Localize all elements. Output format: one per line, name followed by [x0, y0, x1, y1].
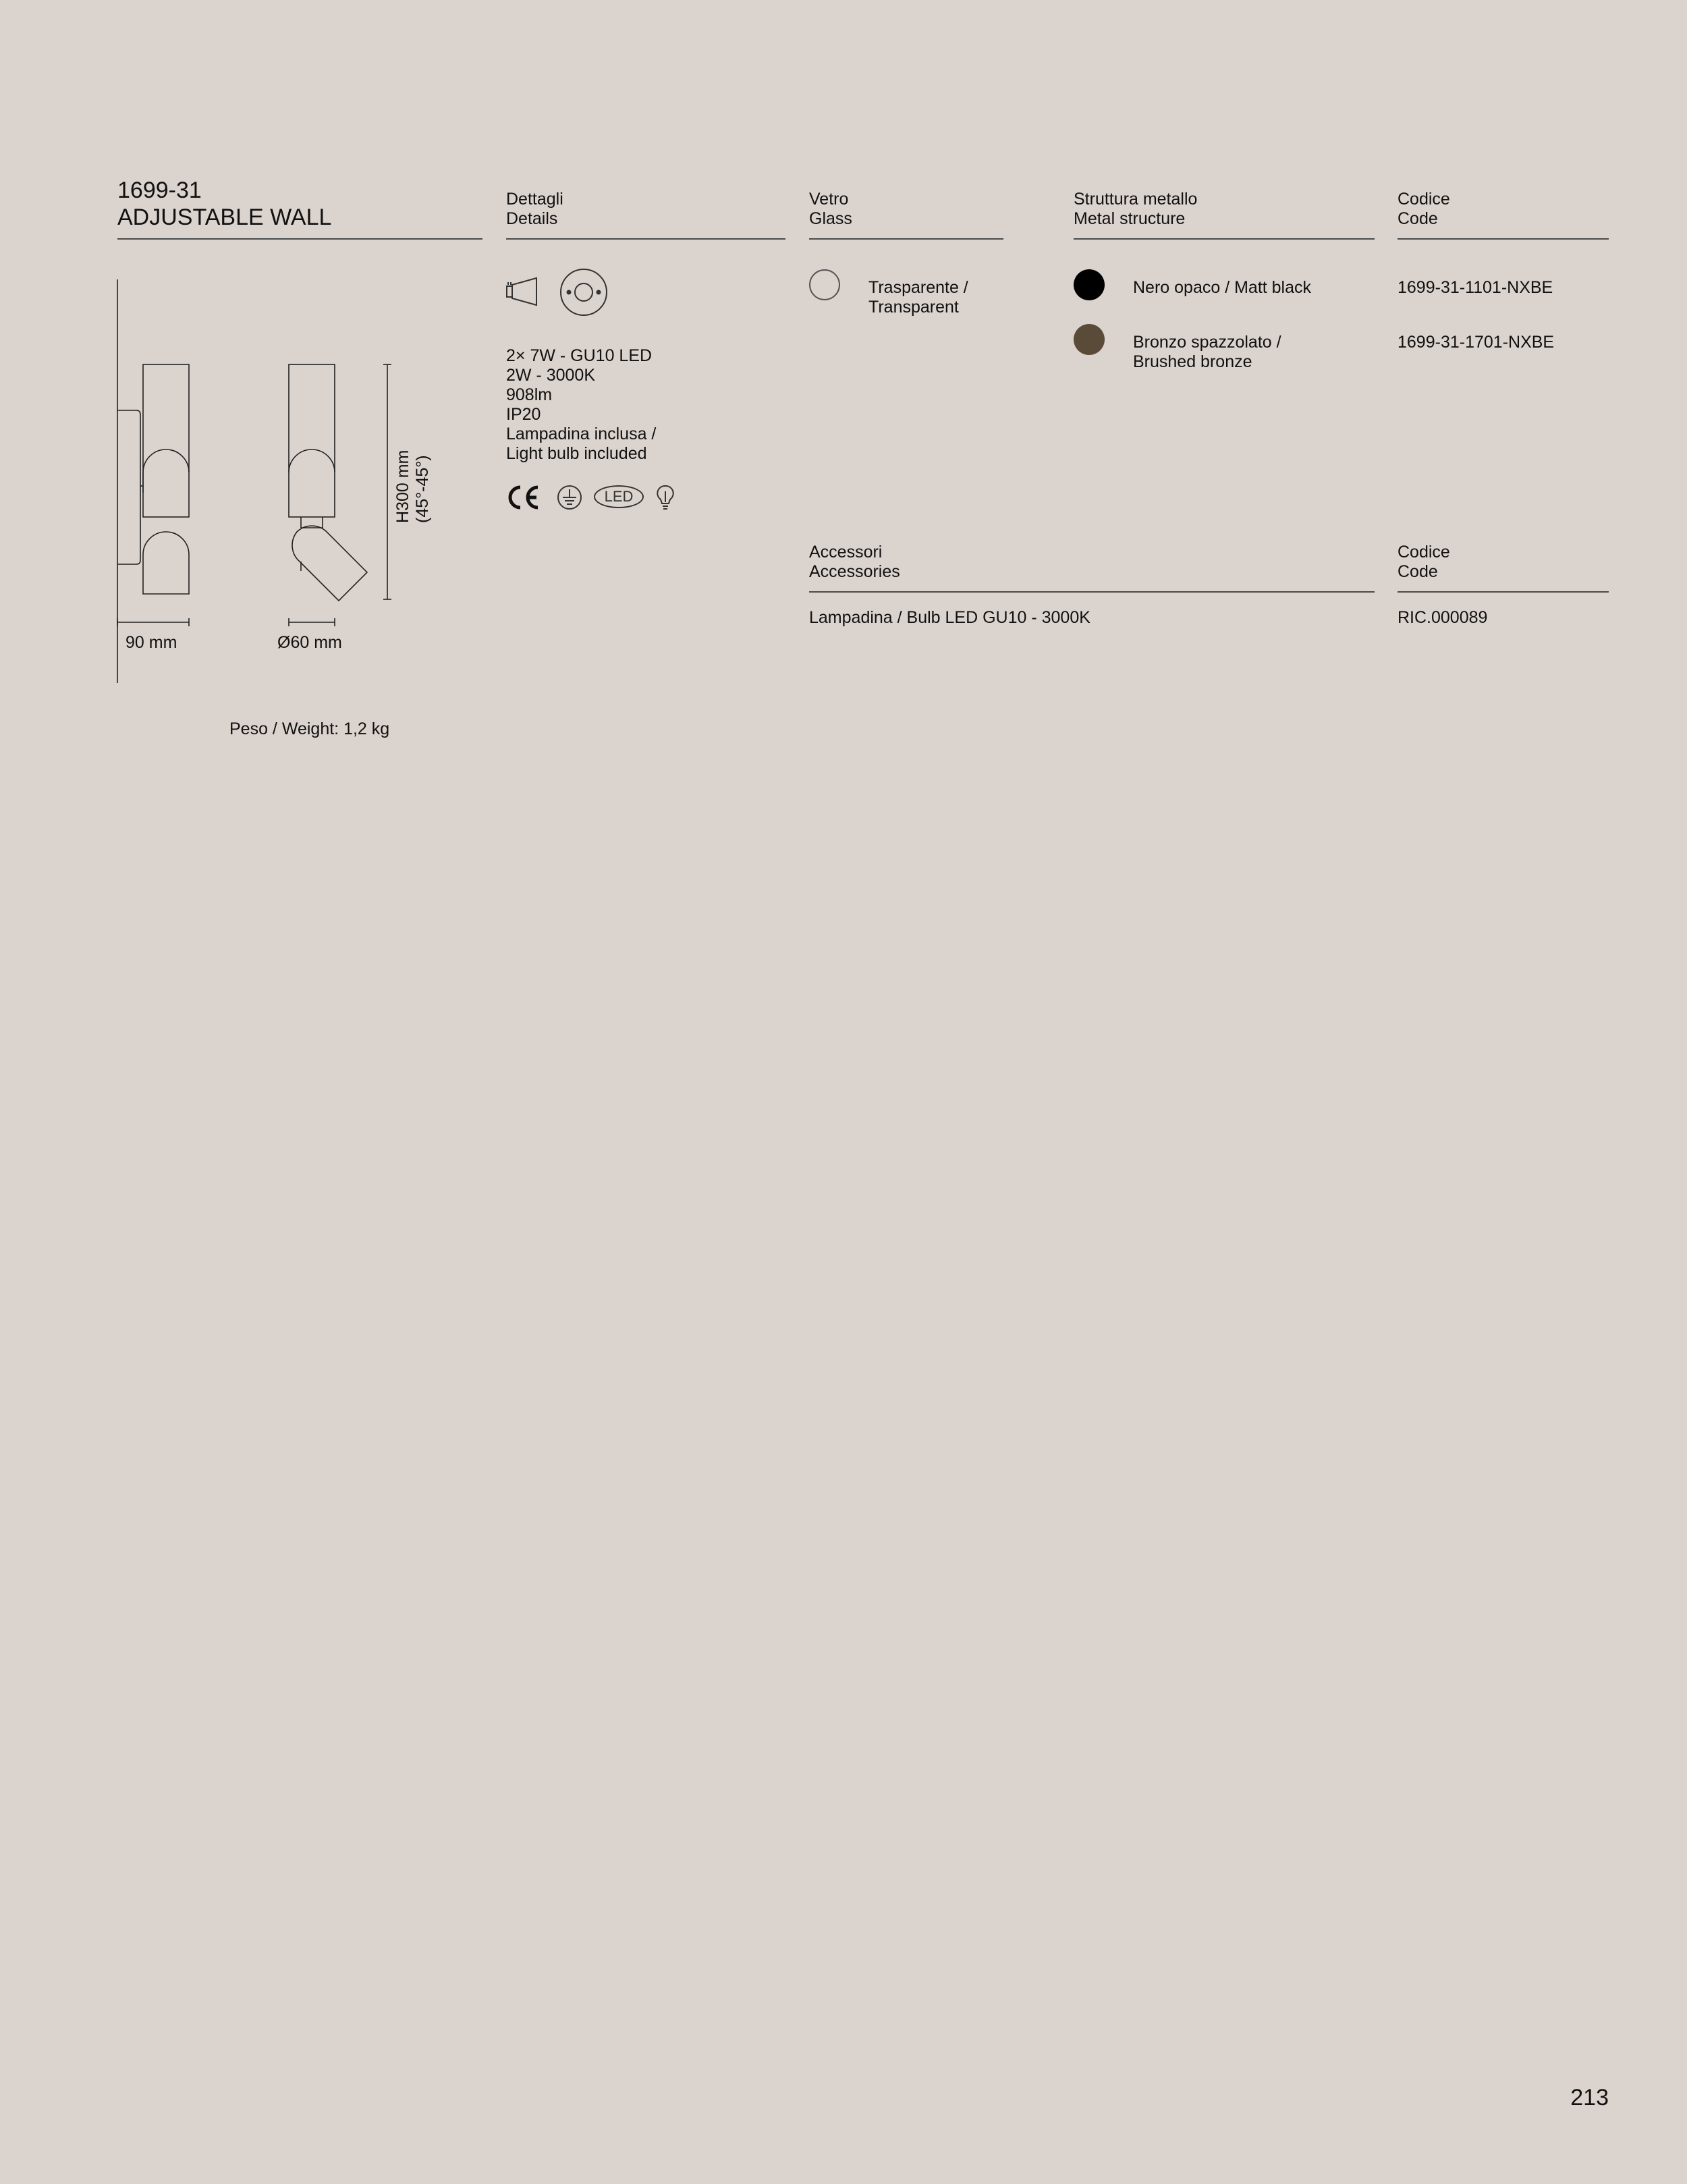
accessory-item: Lampadina / Bulb LED GU10 - 3000K	[809, 608, 1090, 627]
glass-header-en: Glass	[809, 209, 852, 228]
spec-line: 2W - 3000K	[506, 366, 596, 385]
swatch-brushed-bronze	[1074, 324, 1105, 355]
spec-line: 2× 7W - GU10 LED	[506, 346, 653, 365]
ce-mark-icon	[505, 485, 541, 510]
page-number: 213	[1570, 2085, 1609, 2110]
code-header-en: Code	[1398, 209, 1438, 228]
structure-option-label: Nero opaco / Matt black	[1133, 278, 1312, 297]
bulb-icon	[657, 485, 674, 510]
accessory-code-header-it: Codice	[1398, 543, 1450, 562]
product-weight: Peso / Weight: 1,2 kg	[229, 719, 390, 738]
details-header-it: Dettagli	[506, 190, 563, 209]
swatch-matt-black	[1074, 269, 1105, 300]
product-code-value: 1699-31-1701-NXBE	[1398, 333, 1555, 352]
product-code: 1699-31	[117, 178, 202, 203]
angle-value: (45°-45°)	[413, 455, 432, 523]
accessories-header-en: Accessories	[809, 562, 900, 581]
code-divider	[1398, 238, 1609, 240]
height-value: H300 mm	[393, 449, 412, 523]
code-header-it: Codice	[1398, 190, 1450, 209]
structure-divider	[1074, 238, 1375, 240]
accessories-header-it: Accessori	[809, 543, 883, 562]
glass-swatch-transparent	[809, 269, 840, 300]
accessories-divider	[809, 591, 1375, 593]
spec-line: IP20	[506, 405, 541, 424]
accessory-code: RIC.000089	[1398, 608, 1488, 627]
depth-dimension: 90 mm	[126, 633, 177, 652]
accessory-code-header-en: Code	[1398, 562, 1438, 581]
height-dimension	[393, 450, 433, 523]
socket-icon	[559, 268, 608, 317]
structure-option-label: Bronzo spazzolato /	[1133, 333, 1281, 352]
led-badge-icon	[594, 485, 644, 508]
accessory-code-divider	[1398, 591, 1609, 593]
product-code-value: 1699-31-1101-NXBE	[1398, 278, 1553, 297]
led-badge-label: LED	[604, 488, 634, 505]
glass-option-label: Trasparente /	[868, 278, 968, 297]
title-divider	[117, 238, 482, 240]
spec-line: Light bulb included	[506, 444, 647, 463]
glass-option-label: Transparent	[868, 298, 959, 317]
structure-header-en: Metal structure	[1074, 209, 1186, 228]
product-name: ADJUSTABLE WALL	[117, 204, 332, 230]
glass-header-it: Vetro	[809, 190, 849, 209]
ground-icon	[557, 485, 582, 510]
glass-divider	[809, 238, 1003, 240]
details-header-en: Details	[506, 209, 558, 228]
structure-option-label: Brushed bronze	[1133, 352, 1252, 371]
diameter-dimension: Ø60 mm	[277, 633, 342, 652]
gu10-bulb-icon	[505, 277, 539, 306]
spec-line: Lampadina inclusa /	[506, 425, 657, 443]
details-divider	[506, 238, 785, 240]
product-technical-drawing	[108, 270, 432, 688]
structure-header-it: Struttura metallo	[1074, 190, 1198, 209]
spec-line: 908lm	[506, 385, 553, 404]
